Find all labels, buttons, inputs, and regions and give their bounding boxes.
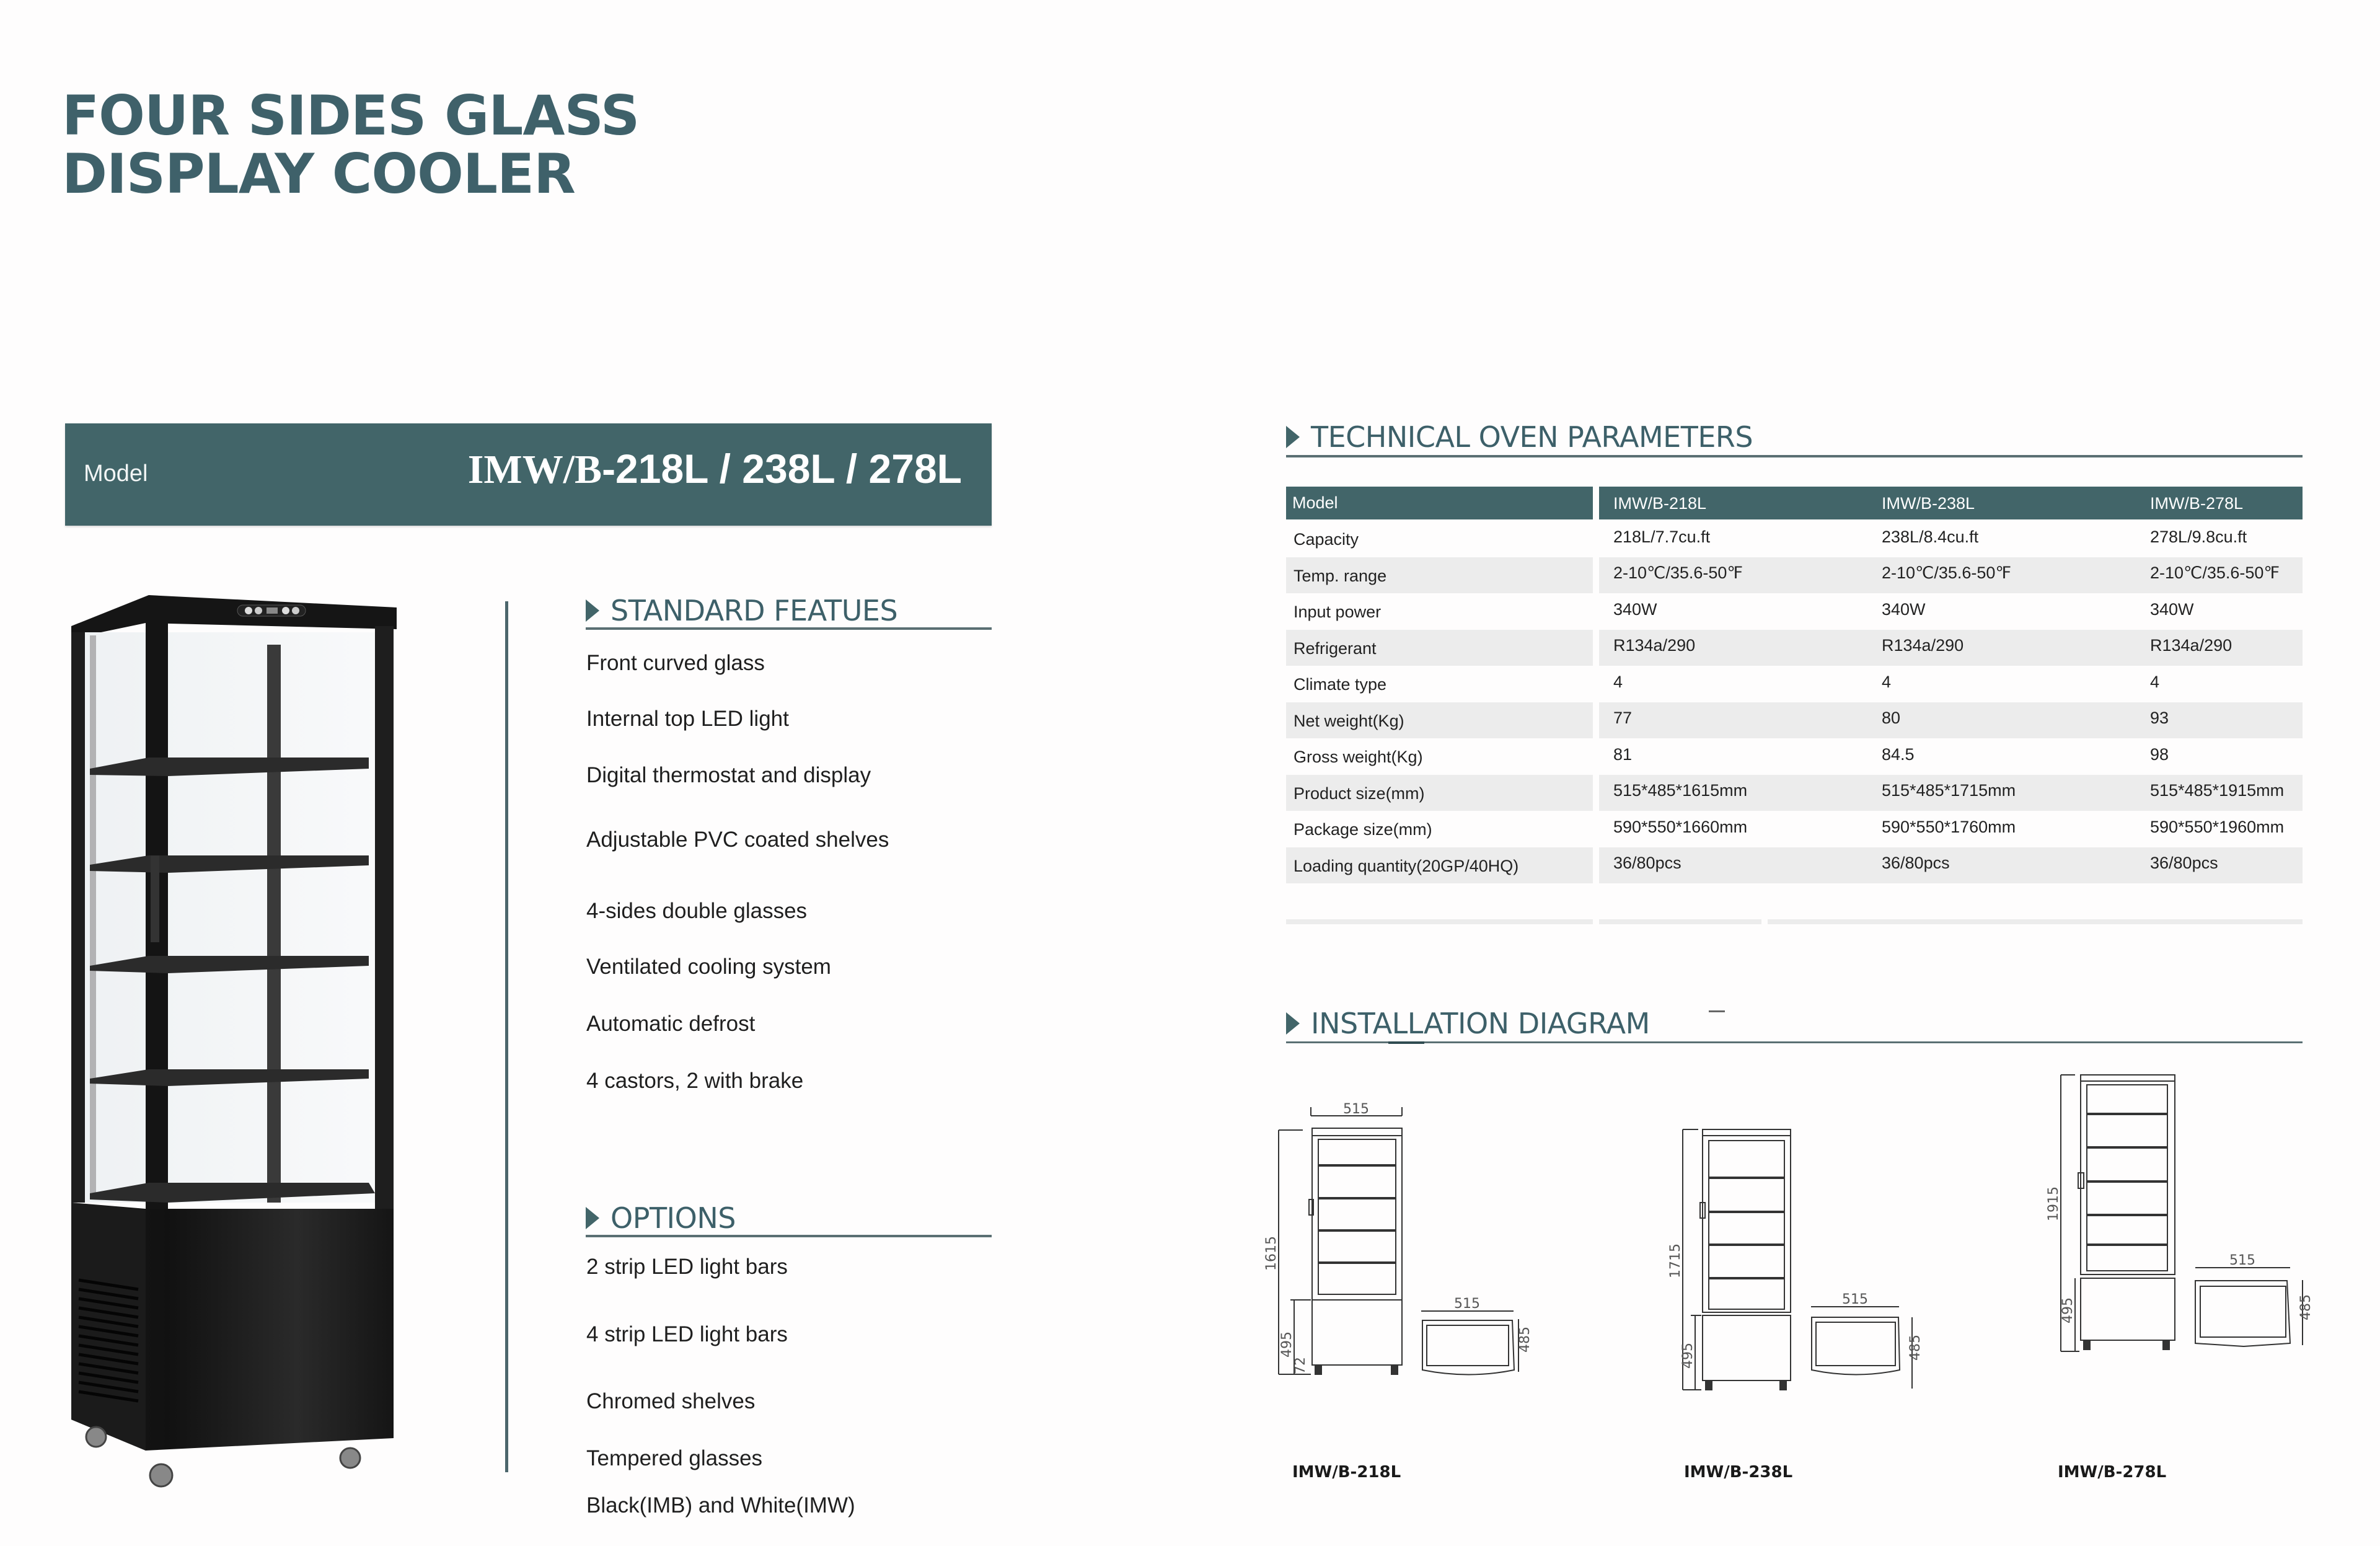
spec-label: Refrigerant	[1294, 639, 1377, 658]
spec-label: Package size(mm)	[1294, 820, 1432, 839]
model-value	[468, 445, 962, 493]
option-item: 2 strip LED light bars	[586, 1255, 788, 1279]
svg-text:495: 495	[1680, 1343, 1696, 1369]
spec-value: 515*485*1915mm	[2150, 781, 2285, 800]
spec-value: 515*485*1615mm	[1613, 781, 1748, 800]
spec-value: 2-10℃/35.6-50℉	[1882, 563, 2012, 582]
spec-label: Product size(mm)	[1294, 784, 1425, 803]
title-line-2: DISPLAY COOLER	[62, 142, 575, 206]
spec-value: 590*550*1660mm	[1613, 818, 1748, 836]
feature-item: Internal top LED light	[586, 707, 789, 731]
installation-underline	[1286, 1041, 2303, 1043]
spec-value: 77	[1613, 709, 1633, 727]
spec-label: Climate type	[1294, 675, 1387, 694]
spec-label: Capacity	[1294, 530, 1359, 549]
feature-item: Automatic defrost	[586, 1012, 756, 1036]
spec-label: Net weight(Kg)	[1294, 712, 1404, 730]
row-shade	[1768, 919, 2303, 924]
model-prefix: IMW/B	[467, 447, 602, 492]
option-item: Black(IMB) and White(IMW)	[586, 1493, 855, 1517]
svg-text:515: 515	[2229, 1253, 2255, 1268]
spec-header-label: Model	[1292, 493, 1338, 512]
spec-value: 81	[1613, 745, 1633, 764]
spec-value: 4	[1882, 673, 1892, 691]
spec-value: 340W	[1613, 600, 1657, 619]
spec-value: R134a/290	[1613, 636, 1696, 655]
spec-value: 238L/8.4cu.ft	[1882, 528, 1979, 546]
option-item: 4 strip LED light bars	[586, 1322, 788, 1346]
spec-header-models	[1599, 487, 2303, 519]
spec-value: 36/80pcs	[1613, 854, 1681, 872]
option-item: Tempered glasses	[586, 1446, 763, 1470]
standard-features-underline	[586, 627, 992, 630]
dash-mark	[1709, 1010, 1725, 1012]
svg-text:495: 495	[1279, 1332, 1295, 1358]
spec-header-cell	[1286, 487, 1593, 519]
spec-value: 93	[2150, 709, 2169, 727]
model-variants: -218L / 238L / 278L	[602, 446, 962, 492]
spec-value: 278L/9.8cu.ft	[2150, 528, 2247, 546]
spec-label: Temp. range	[1294, 567, 1387, 585]
spec-value: 4	[1613, 673, 1623, 691]
triangle-bullet-icon	[1286, 1012, 1300, 1035]
technical-heading	[1286, 420, 1753, 454]
row-shade	[1286, 919, 1593, 924]
spec-value: 36/80pcs	[1882, 854, 1950, 872]
spec-label: Input power	[1294, 603, 1382, 621]
spec-value: 2-10℃/35.6-50℉	[1613, 563, 1743, 582]
spec-value: R134a/290	[1882, 636, 1964, 655]
spec-value: 84.5	[1882, 745, 1915, 764]
page-title	[62, 84, 640, 206]
model-banner	[65, 423, 992, 526]
row-shade	[1599, 702, 2303, 738]
diagram-model-label: IMW/B-238L	[1684, 1463, 1793, 1482]
standard-features-title: STANDARD FEATUES	[610, 594, 898, 627]
triangle-bullet-icon	[586, 1207, 599, 1229]
spec-value: 590*550*1960mm	[2150, 818, 2285, 836]
svg-text:485: 485	[1517, 1327, 1533, 1353]
spec-value: 2-10℃/35.6-50℉	[2150, 563, 2280, 582]
svg-text:485: 485	[2298, 1294, 2314, 1320]
feature-item: Digital thermostat and display	[586, 763, 871, 787]
triangle-bullet-icon	[586, 599, 599, 622]
svg-text:1615: 1615	[1264, 1236, 1279, 1271]
spec-value: 340W	[2150, 600, 2194, 619]
row-shade	[1599, 919, 1761, 924]
svg-text:515: 515	[1343, 1102, 1369, 1117]
feature-item: 4-sides double glasses	[586, 899, 808, 923]
diagram-278L	[2033, 1066, 2318, 1506]
technical-title: TECHNICAL OVEN PARAMETERS	[1311, 420, 1753, 454]
spec-header-model-2: IMW/B-238L	[1882, 494, 1975, 513]
diagram-218L	[1258, 1097, 1605, 1506]
installation-underline-accent	[1388, 1041, 1424, 1044]
svg-text:495: 495	[2060, 1297, 2076, 1323]
spec-value: R134a/290	[2150, 636, 2232, 655]
options-title: OPTIONS	[610, 1201, 736, 1235]
svg-text:515: 515	[1454, 1296, 1480, 1312]
options-underline	[586, 1235, 992, 1237]
spec-header-model-3: IMW/B-278L	[2150, 494, 2244, 513]
spec-label: Loading quantity(20GP/40HQ)	[1294, 857, 1519, 875]
spec-value: 340W	[1882, 600, 1926, 619]
spec-value: 4	[2150, 673, 2160, 691]
feature-item: 4 castors, 2 with brake	[586, 1069, 804, 1093]
installation-title: INSTALLATION DIAGRAM	[1311, 1007, 1650, 1040]
spec-label: Gross weight(Kg)	[1294, 748, 1423, 766]
diagram-238L	[1649, 1116, 1996, 1506]
spec-table	[1286, 487, 2303, 933]
svg-text:515: 515	[1842, 1292, 1868, 1307]
spec-value: 36/80pcs	[2150, 854, 2218, 872]
model-label: Model	[84, 461, 148, 487]
spec-value: 590*550*1760mm	[1882, 818, 2016, 836]
options-heading	[586, 1201, 736, 1235]
option-item: Chromed shelves	[586, 1389, 756, 1413]
svg-text:485: 485	[1908, 1335, 1923, 1361]
triangle-bullet-icon	[1286, 426, 1300, 448]
feature-item: Front curved glass	[586, 651, 765, 675]
technical-underline	[1286, 455, 2303, 457]
spec-value: 218L/7.7cu.ft	[1613, 528, 1711, 546]
spec-value: 515*485*1715mm	[1882, 781, 2016, 800]
title-line-1: FOUR SIDES GLASS	[62, 84, 640, 148]
feature-item: Adjustable PVC coated shelves	[586, 828, 889, 852]
svg-text:1715: 1715	[1668, 1243, 1683, 1278]
svg-text:72: 72	[1293, 1357, 1308, 1374]
diagram-model-label: IMW/B-218L	[1292, 1463, 1401, 1482]
installation-heading	[1286, 1007, 1650, 1040]
spec-value: 80	[1882, 709, 1901, 727]
product-image	[65, 583, 400, 1497]
feature-item: Ventilated cooling system	[586, 955, 831, 979]
vertical-divider	[505, 601, 508, 1472]
diagram-model-label: IMW/B-278L	[2058, 1463, 2167, 1482]
svg-text:1915: 1915	[2046, 1186, 2061, 1221]
spec-value: 98	[2150, 745, 2169, 764]
spec-header-model-1: IMW/B-218L	[1613, 494, 1707, 513]
standard-features-heading	[586, 594, 897, 627]
